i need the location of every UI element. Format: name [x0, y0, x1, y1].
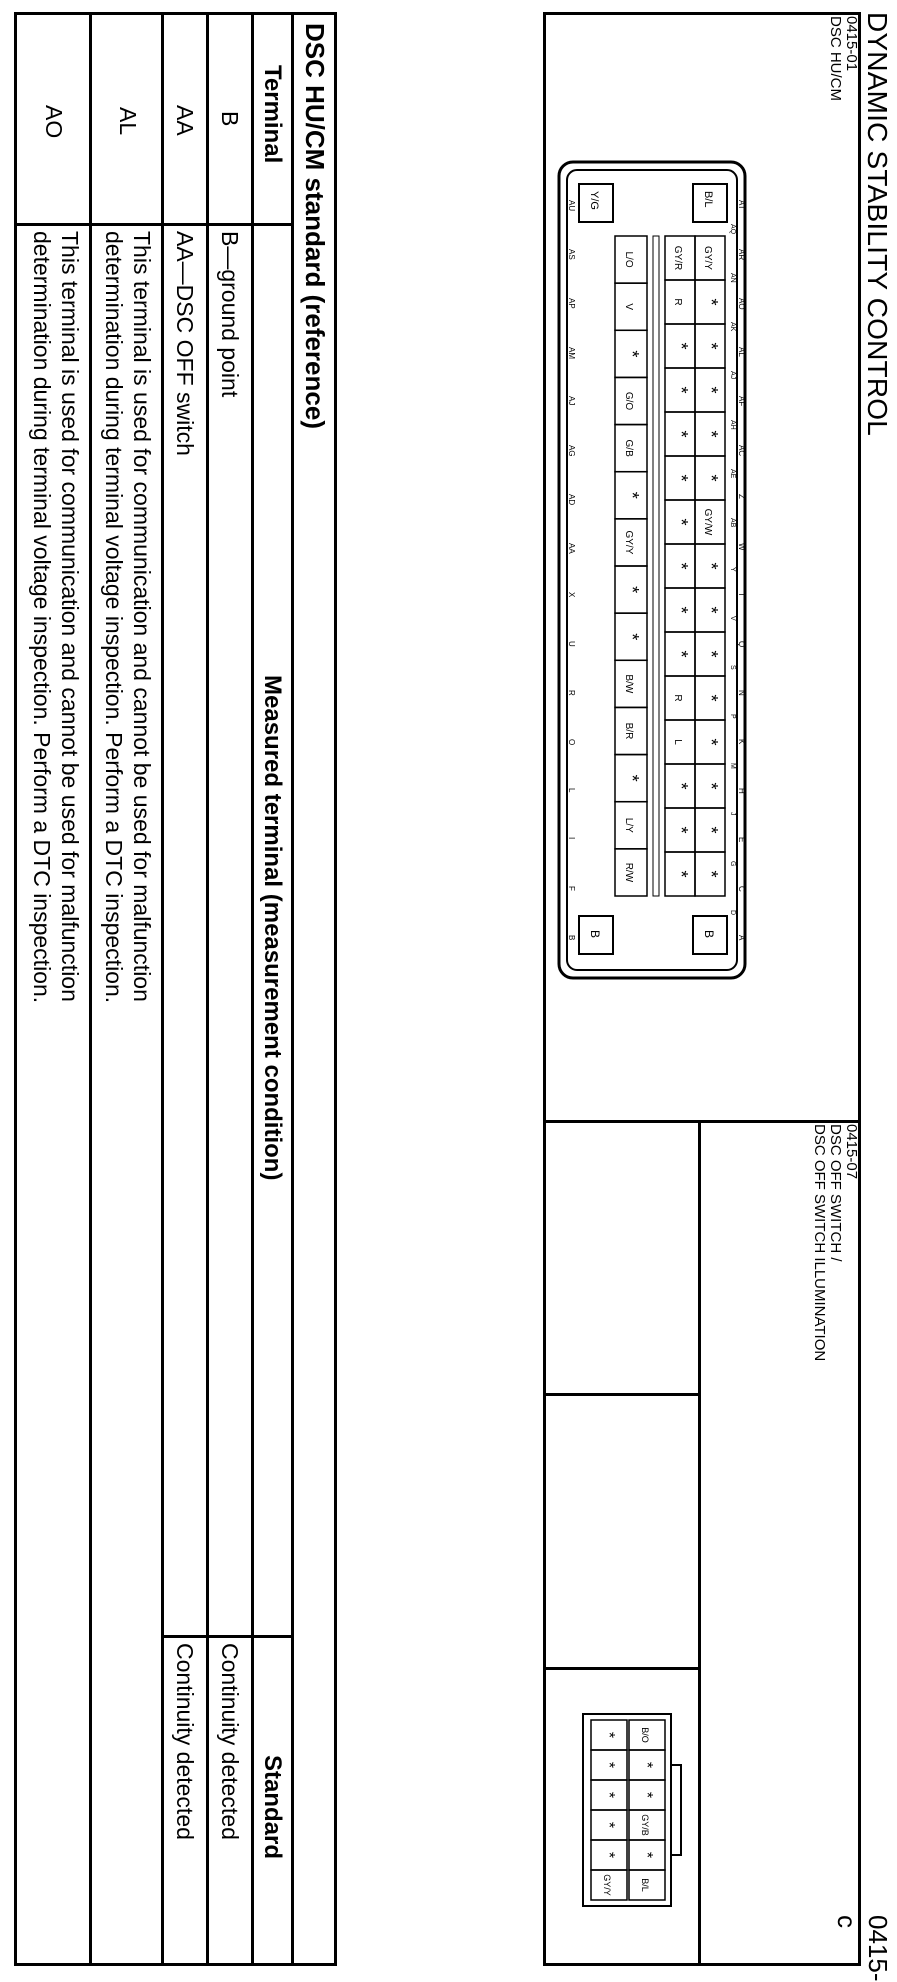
switch-pin-bottom	[591, 1750, 627, 1780]
pin-label-bottom: O	[567, 739, 576, 746]
pin-row2	[665, 324, 695, 368]
main-connector-name: DSC HU/CM	[827, 16, 844, 101]
pin-label-upper: Y	[729, 567, 736, 572]
svg-text:*: *	[701, 738, 721, 746]
pin-row3	[615, 802, 647, 849]
svg-text:*: *	[600, 1761, 617, 1769]
pin-row1	[695, 236, 725, 280]
pin-label-bottom: AD	[567, 494, 576, 506]
pin-label-top: W	[737, 543, 746, 551]
pin-row3	[615, 849, 647, 896]
svg-text:*: *	[701, 870, 721, 878]
svg-text:G/B: G/B	[623, 439, 634, 457]
pin-label-top: E	[737, 837, 746, 843]
svg-text:*: *	[701, 562, 721, 570]
pin-row3	[615, 566, 647, 613]
switch-pin-top	[629, 1810, 665, 1840]
pin-label-top: N	[737, 690, 746, 696]
pin-row2	[665, 588, 695, 632]
svg-text:*: *	[701, 430, 721, 438]
pin-row2	[665, 808, 695, 852]
pin-row1	[695, 764, 725, 808]
pin-row3	[615, 707, 647, 754]
svg-text:GY/B: GY/B	[640, 1814, 650, 1836]
pin-label-top: A	[737, 935, 746, 941]
svg-text:*: *	[622, 586, 642, 594]
pin-label-upper: AQ	[729, 224, 736, 235]
pin-label-upper: G	[729, 861, 736, 867]
switch-pin-top	[629, 1840, 665, 1870]
svg-text:R: R	[672, 694, 683, 702]
pin-label-upper: AK	[729, 322, 736, 332]
svg-text:*: *	[671, 650, 691, 658]
pin-label-bottom: F	[567, 886, 576, 891]
pin-label-top: AL	[737, 347, 746, 357]
corner-box-bottom-left	[579, 184, 613, 222]
pin-row1	[695, 676, 725, 720]
svg-text:*: *	[701, 298, 721, 306]
svg-text:GY/Y: GY/Y	[602, 1874, 612, 1896]
header-terminal: Terminal	[259, 65, 286, 164]
pin-label-upper: J	[729, 812, 736, 816]
svg-text:GY/Y: GY/Y	[702, 246, 713, 270]
frame-divider-1	[543, 1120, 861, 1123]
pin-row1	[695, 588, 725, 632]
pin-row3	[615, 472, 647, 519]
standard-table	[14, 12, 337, 1966]
row-al-measured-2: determination during terminal voltage inspection. Perform a DTC inspection.	[101, 231, 127, 1004]
pin-row2	[665, 500, 695, 544]
pin-row3	[615, 519, 647, 566]
svg-text:L/O: L/O	[623, 251, 634, 268]
row-aa-terminal: AA	[172, 105, 198, 136]
switch-pin-top	[629, 1750, 665, 1780]
svg-text:*: *	[701, 474, 721, 482]
pin-label-top: H	[737, 788, 746, 794]
pin-label-top: K	[737, 739, 746, 745]
svg-text:GY/Y: GY/Y	[623, 530, 634, 555]
page-title: DYNAMIC STABILITY CONTROL	[862, 12, 893, 437]
pin-row1	[695, 500, 725, 544]
svg-text:*: *	[701, 650, 721, 658]
pin-row1	[695, 852, 725, 896]
pin-label-bottom: AS	[567, 249, 576, 260]
table-col-rule	[164, 1635, 294, 1638]
svg-text:B/R: B/R	[623, 722, 634, 740]
svg-text:*: *	[600, 1821, 617, 1829]
svg-text:*: *	[622, 633, 642, 641]
pin-row1	[695, 324, 725, 368]
pin-row2	[665, 456, 695, 500]
svg-text:GY/W: GY/W	[702, 508, 713, 536]
row-b-standard: Continuity detected	[217, 1643, 243, 1840]
pin-row1	[695, 412, 725, 456]
svg-text:*: *	[701, 826, 721, 834]
pin-row3	[615, 330, 647, 377]
svg-text:*: *	[671, 606, 691, 614]
switch-pin-bottom	[591, 1810, 627, 1840]
pin-label-bottom: AJ	[567, 396, 576, 406]
svg-text:*: *	[638, 1851, 655, 1859]
corner-box-top-right	[693, 916, 727, 954]
svg-text:*: *	[600, 1731, 617, 1739]
svg-text:*: *	[701, 694, 721, 702]
pin-label-top: AT	[737, 200, 746, 210]
pin-label-bottom: B	[567, 935, 576, 941]
pin-label-upper: V	[729, 616, 736, 621]
svg-text:B/L: B/L	[702, 191, 714, 208]
table-rule	[161, 15, 164, 1963]
pin-label-upper: AE	[729, 469, 736, 479]
pin-label-top: T	[737, 592, 746, 597]
switch-connector-name-1: DSC OFF SWITCH /	[827, 1124, 844, 1262]
switch-pin-top	[629, 1870, 665, 1900]
pin-label-top: AF	[737, 396, 746, 407]
pin-separator-bar	[653, 236, 659, 896]
row-aa-measured: AA—DSC OFF switch	[172, 231, 198, 456]
svg-text:B: B	[702, 930, 716, 939]
svg-text:*: *	[622, 350, 642, 358]
svg-text:*: *	[671, 562, 691, 570]
switch-pin-bottom	[591, 1720, 627, 1750]
svg-text:R: R	[672, 298, 683, 306]
header-standard: Standard	[259, 1755, 286, 1860]
pin-label-bottom: R	[567, 690, 576, 696]
frame-divider-2	[698, 1120, 701, 1966]
svg-text:*: *	[671, 386, 691, 394]
pin-label-bottom: AP	[567, 298, 576, 309]
frame-divider-4	[543, 1667, 701, 1670]
pin-label-bottom: AA	[567, 543, 576, 554]
row-al-terminal: AL	[115, 107, 141, 136]
svg-text:GY/R: GY/R	[672, 245, 683, 271]
table-rule	[206, 15, 209, 1963]
svg-text:*: *	[638, 1791, 655, 1799]
svg-text:*: *	[701, 782, 721, 790]
switch-connector-ref: 0415-07	[843, 1124, 860, 1180]
pin-label-top: C	[737, 886, 746, 892]
row-ao-measured-2: determination during terminal voltage inspection. Perform a DTC inspection.	[29, 231, 55, 1004]
pin-row1	[695, 280, 725, 324]
pin-row2	[665, 632, 695, 676]
pin-row2	[665, 676, 695, 720]
pin-row1	[695, 632, 725, 676]
svg-text:B/W: B/W	[623, 674, 634, 694]
svg-text:B/L: B/L	[640, 1878, 650, 1892]
table-col-rule	[17, 223, 294, 226]
pin-row3	[615, 283, 647, 330]
svg-text:G/O: G/O	[623, 391, 634, 411]
pin-label-bottom: I	[567, 837, 576, 840]
pin-label-upper: D	[729, 910, 736, 916]
pin-label-top: AO	[737, 298, 746, 310]
pin-label-upper: AH	[729, 420, 736, 430]
svg-text:*: *	[701, 342, 721, 350]
pin-row2	[665, 720, 695, 764]
row-ao-terminal: AO	[41, 105, 67, 139]
table-rule	[89, 15, 92, 1963]
switch-pin-top	[629, 1780, 665, 1810]
switch-pin-bottom	[591, 1780, 627, 1810]
pin-row1	[695, 720, 725, 764]
pin-label-bottom: AU	[567, 200, 576, 212]
svg-text:*: *	[671, 870, 691, 878]
pin-row3	[615, 377, 647, 424]
pin-label-bottom: U	[567, 641, 576, 647]
pin-label-bottom: X	[567, 592, 576, 598]
pin-row2	[665, 852, 695, 896]
switch-connector-diagram	[565, 1710, 685, 1910]
svg-text:B: B	[588, 930, 602, 939]
svg-text:*: *	[671, 430, 691, 438]
pin-row2	[665, 280, 695, 324]
pin-grid	[567, 200, 746, 941]
main-connector-diagram	[557, 160, 747, 980]
pin-row1	[695, 456, 725, 500]
pin-label-top: AC	[737, 445, 746, 457]
svg-text:*: *	[600, 1791, 617, 1799]
pin-label-upper: AJ	[729, 371, 736, 380]
svg-text:*: *	[622, 491, 642, 499]
page-code: 0415-c	[832, 1915, 893, 1982]
svg-text:*: *	[671, 518, 691, 526]
pin-row3	[615, 755, 647, 802]
svg-text:*: *	[638, 1761, 655, 1769]
pin-label-top: Z	[737, 494, 746, 499]
svg-text:R/W: R/W	[623, 862, 634, 883]
svg-text:*: *	[600, 1851, 617, 1859]
pin-label-upper: AN	[729, 273, 736, 283]
main-connector-ref: 0415-01	[843, 16, 860, 72]
corner-box-top-left	[693, 184, 727, 222]
svg-text:*: *	[671, 826, 691, 834]
pin-label-top: AR	[737, 249, 746, 261]
pin-row1	[695, 368, 725, 412]
pin-row3	[615, 425, 647, 472]
pin-label-top: Q	[737, 641, 746, 648]
svg-text:*: *	[701, 606, 721, 614]
pin-label-upper: S	[729, 665, 736, 670]
switch-pin-bottom	[591, 1840, 627, 1870]
row-aa-standard: Continuity detected	[172, 1643, 198, 1840]
svg-text:Y/G: Y/G	[588, 191, 600, 210]
svg-text:*: *	[701, 386, 721, 394]
svg-text:B/O: B/O	[640, 1727, 650, 1743]
svg-text:*: *	[671, 342, 691, 350]
pin-row2	[665, 412, 695, 456]
corner-box-bottom-right	[579, 916, 613, 954]
row-ao-measured-1: This terminal is used for communication and cannot be used for malfunction	[57, 231, 83, 1002]
pin-label-bottom: L	[567, 788, 576, 793]
header-measured: Measured terminal (measurement condition)	[259, 675, 286, 1181]
pin-label-upper: M	[729, 763, 736, 769]
switch-pin-bottom	[591, 1870, 627, 1900]
row-al-measured-1: This terminal is used for communication and cannot be used for malfunction	[129, 231, 155, 1002]
table-rule	[251, 15, 254, 1963]
table-rule	[291, 15, 294, 1963]
svg-text:L: L	[672, 739, 683, 745]
row-b-terminal: B	[217, 111, 243, 127]
table-title: DSC HU/CM standard (reference)	[300, 23, 330, 429]
pin-row3	[615, 236, 647, 283]
frame-divider-3	[543, 1393, 701, 1396]
pin-row2	[665, 368, 695, 412]
pin-row3	[615, 660, 647, 707]
pin-row1	[695, 544, 725, 588]
pin-label-bottom: AG	[567, 445, 576, 457]
pin-label-upper: AB	[729, 518, 736, 528]
svg-text:*: *	[671, 782, 691, 790]
switch-pin-top	[629, 1720, 665, 1750]
pin-row2	[665, 236, 695, 280]
svg-text:*: *	[671, 474, 691, 482]
svg-text:*: *	[622, 774, 642, 782]
svg-text:V: V	[623, 303, 634, 311]
switch-pin-grid	[591, 1720, 665, 1900]
switch-connector-name-2: DSC OFF SWITCH ILLUMINATION	[811, 1124, 828, 1362]
row-b-measured: B—ground point	[217, 231, 243, 398]
pin-row1	[695, 808, 725, 852]
pin-row3	[615, 613, 647, 660]
svg-text:L/Y: L/Y	[623, 817, 634, 833]
pin-label-bottom: AM	[567, 347, 576, 359]
pin-label-upper: P	[729, 714, 736, 719]
pin-row2	[665, 764, 695, 808]
pin-row2	[665, 544, 695, 588]
